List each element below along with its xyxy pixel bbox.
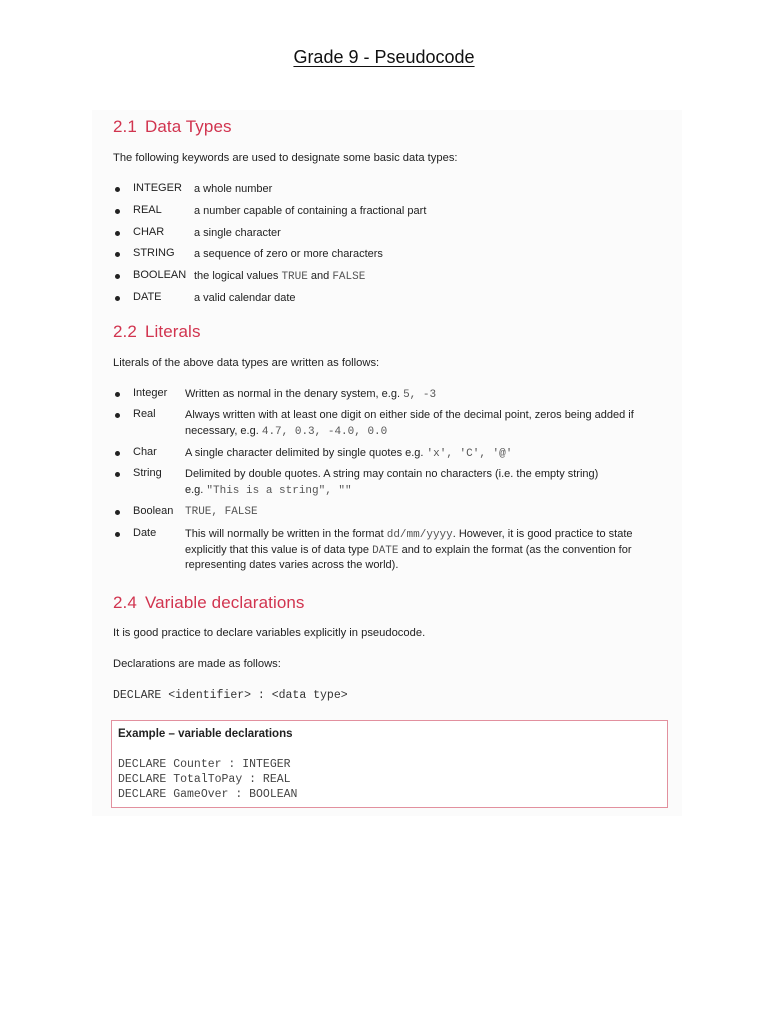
type-keyword: CHAR	[133, 226, 165, 238]
literal-keyword: Integer	[133, 387, 168, 399]
type-keyword: DATE	[133, 291, 162, 303]
literal-description: Always written with at least one digit on either side of the decimal point, zeros being added if	[185, 409, 634, 421]
bullet-icon	[115, 296, 120, 301]
desc-text: e.g.	[185, 484, 207, 496]
literal-description-cont	[185, 483, 352, 500]
bullet-icon	[115, 472, 120, 477]
literals-intro: Literals of the above data types are written as follows:	[113, 357, 380, 369]
desc-text: Written as normal in the denary system, e.g.	[185, 388, 404, 400]
type-keyword: REAL	[133, 204, 162, 216]
type-description: a whole number	[194, 183, 273, 195]
code-true: TRUE	[281, 271, 308, 283]
code-example: 'x', 'C', '@'	[426, 448, 513, 460]
literal-description: Delimited by double quotes. A string may contain no characters (i.e. the empty string)	[185, 468, 599, 480]
desc-text: necessary, e.g.	[185, 425, 262, 437]
section-heading: Variable declarations	[144, 593, 305, 612]
bullet-icon	[115, 209, 120, 214]
type-description: a number capable of containing a fractional part	[194, 205, 427, 217]
bullet-icon	[115, 413, 120, 418]
code-example: 5, -3	[403, 389, 437, 401]
desc-text: A single character delimited by single quotes e.g.	[185, 447, 427, 459]
data-types-intro: The following keywords are used to designate some basic data types:	[113, 152, 458, 164]
section-heading: Data Types	[144, 117, 232, 136]
type-keyword: BOOLEAN	[133, 269, 187, 281]
bullet-icon	[115, 252, 120, 257]
code-false: FALSE	[332, 271, 366, 283]
declare-syntax: DECLARE <identifier> : <data type>	[113, 689, 348, 702]
type-description: a sequence of zero or more characters	[194, 248, 383, 260]
literal-description-cont: representing dates varies across the world).	[185, 559, 399, 571]
section-number: 2.2	[113, 322, 137, 341]
code-example: "This is a string", ""	[206, 485, 352, 497]
example-title: Example – variable declarations	[118, 728, 293, 740]
bullet-icon	[115, 392, 120, 397]
bullet-icon	[115, 451, 120, 456]
type-description: a valid calendar date	[194, 292, 296, 304]
type-description: a single character	[194, 227, 281, 239]
literal-description	[185, 387, 436, 404]
literal-keyword: Boolean	[133, 505, 174, 517]
example-box	[111, 720, 668, 808]
desc-text: This will normally be written in the format	[185, 528, 387, 540]
bullet-icon	[115, 231, 120, 236]
section-number: 2.1	[113, 117, 137, 136]
section-number: 2.4	[113, 593, 137, 612]
type-keyword: INTEGER	[133, 182, 182, 194]
bullet-icon	[115, 274, 120, 279]
code-example: DATE	[372, 545, 399, 557]
bullet-icon	[115, 510, 120, 515]
literal-keyword: String	[133, 467, 162, 479]
declarations-para-2: Declarations are made as follows:	[113, 658, 281, 670]
literal-description	[185, 527, 633, 544]
bullet-icon	[115, 532, 120, 537]
code-example: dd/mm/yyyy	[386, 529, 453, 541]
declarations-para: It is good practice to declare variables explicitly in pseudocode.	[113, 627, 426, 639]
literal-keyword: Real	[133, 408, 156, 420]
heading-variable-declarations	[113, 593, 305, 613]
literal-keyword: Char	[133, 446, 157, 458]
example-code-line: DECLARE TotalToPay : REAL	[118, 773, 291, 786]
literal-keyword: Date	[133, 527, 157, 539]
desc-text: . However, it is good practice to state	[452, 528, 633, 540]
desc-text: the logical values	[194, 270, 282, 282]
desc-text: and	[307, 270, 333, 282]
type-description	[194, 269, 365, 286]
heading-literals	[113, 322, 201, 342]
heading-data-types	[113, 117, 232, 137]
example-code-line: DECLARE GameOver : BOOLEAN	[118, 788, 298, 801]
code-example: TRUE, FALSE	[185, 506, 258, 518]
page-title: Grade 9 - Pseudocode	[293, 47, 475, 67]
literal-description	[185, 446, 512, 463]
section-heading: Literals	[144, 322, 201, 341]
bullet-icon	[115, 187, 120, 192]
desc-text: and to explain the format (as the convention for	[398, 544, 632, 556]
desc-text: explicitly that this value is of data type	[185, 544, 373, 556]
literal-description-cont	[185, 424, 387, 441]
code-example: 4.7, 0.3, -4.0, 0.0	[261, 426, 388, 438]
example-code-line: DECLARE Counter : INTEGER	[118, 758, 291, 771]
type-keyword: STRING	[133, 247, 175, 259]
